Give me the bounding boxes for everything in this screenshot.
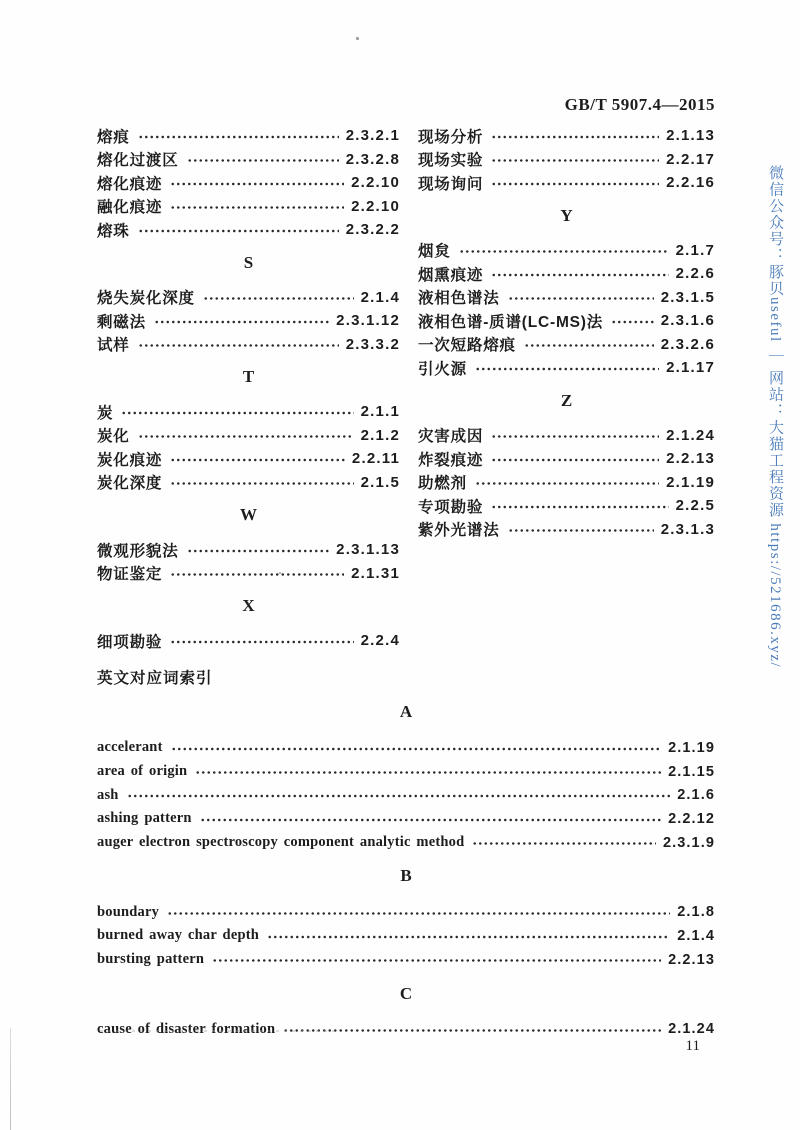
dot-leader: [187, 539, 330, 563]
dot-leader: [524, 334, 654, 358]
entry-ref: 2.1.7: [675, 241, 715, 259]
entry-label: 细项勘验: [97, 633, 163, 651]
watermark-text: 微信公众号：豚贝useful ｜ 网站：大猫工程资源 https://521686.xyz/: [767, 165, 783, 669]
index-entry: [418, 262, 715, 286]
entry-label: 现场分析: [418, 128, 484, 146]
index-entry: [97, 424, 400, 448]
entry-label: 一次短路熔痕: [418, 337, 516, 355]
dot-leader: [283, 1019, 661, 1043]
index-entry: [97, 924, 715, 948]
dot-leader: [138, 334, 339, 358]
index-entry: [97, 471, 400, 495]
index-entry: [97, 538, 400, 562]
section-letter: X: [242, 596, 255, 615]
english-index: [97, 666, 715, 1041]
scan-speck: [356, 37, 359, 40]
dot-leader: [472, 832, 656, 856]
dot-leader: [491, 172, 659, 196]
dot-leader: [171, 737, 661, 761]
entry-label: ash: [97, 786, 119, 803]
index-entry: [418, 447, 715, 471]
dot-leader: [491, 263, 668, 287]
entry-ref: 2.1.24: [668, 1021, 715, 1038]
entry-ref: 2.1.31: [351, 564, 400, 582]
entry-ref: 2.1.5: [360, 473, 400, 491]
standard-code-header: GB/T 5907.4—2015: [564, 95, 715, 114]
entry-label: 炭化深度: [97, 475, 163, 493]
section-letter: A: [399, 702, 413, 721]
chinese-index-right-column: [418, 124, 715, 653]
index-entry: [97, 171, 400, 195]
dot-leader: [170, 196, 344, 220]
entry-label: boundary: [97, 903, 160, 920]
entry-ref: 2.2.16: [666, 174, 715, 192]
entry-ref: 2.1.8: [677, 904, 715, 921]
entry-label: burned away char depth: [97, 927, 260, 944]
dot-leader: [167, 902, 670, 926]
page-number: 11: [685, 1038, 700, 1054]
index-entry: [97, 562, 400, 586]
dot-leader: [170, 172, 344, 196]
index-entry: [97, 760, 715, 784]
index-entry: [418, 333, 715, 357]
entry-label: 熔化痕迹: [97, 175, 163, 193]
entry-ref: 2.1.19: [666, 473, 715, 491]
entry-label: 剩磁法: [97, 313, 146, 331]
entry-ref: 2.2.12: [668, 810, 715, 827]
entry-label: 烟熏痕迹: [418, 266, 484, 284]
index-entry: [97, 900, 715, 924]
entry-ref: 2.2.11: [351, 450, 400, 468]
index-entry: [97, 831, 715, 855]
dot-leader: [200, 808, 661, 832]
entry-ref: 2.3.2.8: [345, 150, 400, 168]
index-entry: [97, 736, 715, 760]
entry-label: 物证鉴定: [97, 566, 163, 584]
dot-leader: [267, 925, 670, 949]
index-entry: [97, 286, 400, 310]
entry-ref: 2.1.4: [677, 927, 715, 944]
entry-ref: 2.3.1.3: [660, 520, 715, 538]
dot-leader: [491, 125, 659, 149]
entry-ref: 2.2.5: [675, 497, 715, 515]
index-entry: [418, 471, 715, 495]
dot-leader: [138, 425, 354, 449]
entry-label: 炭: [97, 404, 114, 422]
dot-leader: [491, 425, 659, 449]
entry-ref: 2.2.10: [351, 174, 400, 192]
entry-ref: 2.3.2.1: [345, 127, 400, 145]
index-entry: [97, 195, 400, 219]
entry-ref: 2.2.4: [360, 632, 400, 650]
entry-label: 紫外光谱法: [418, 522, 500, 540]
index-entry: [418, 494, 715, 518]
dot-leader: [170, 472, 353, 496]
index-entry: [97, 948, 715, 972]
entry-label: 烧失炭化深度: [97, 290, 195, 308]
entry-ref: 2.3.1.5: [660, 288, 715, 306]
index-entry: [418, 424, 715, 448]
entry-label: accelerant: [97, 739, 163, 756]
entry-label: auger electron spectroscopy component analytic method: [97, 834, 465, 851]
scan-smudge-artifact: [100, 1030, 335, 1032]
section-letter: C: [399, 983, 413, 1003]
entry-label: area of origin: [97, 763, 188, 780]
entry-ref: 2.3.1.9: [662, 834, 715, 851]
chinese-index-left-column: [97, 124, 400, 653]
entry-label: cause of disaster formation: [97, 1020, 276, 1037]
entry-ref: 2.1.1: [360, 403, 400, 421]
dot-leader: [203, 287, 354, 311]
dot-leader: [154, 310, 329, 334]
entry-label: 融化痕迹: [97, 199, 163, 217]
index-entry: [97, 629, 400, 653]
index-entry: [418, 309, 715, 333]
index-entry: [418, 356, 715, 380]
dot-leader: [127, 784, 671, 808]
entry-ref: 2.3.1.13: [336, 541, 400, 559]
index-entry: [97, 333, 400, 357]
entry-label: 液相色谱-质谱(LC-MS)法: [418, 313, 604, 331]
dot-leader: [195, 761, 661, 785]
entry-label: 炭化: [97, 428, 130, 446]
entry-ref: 2.3.3.2: [345, 335, 400, 353]
entry-label: 现场实验: [418, 152, 484, 170]
entry-ref: 2.1.13: [666, 127, 715, 145]
dot-leader: [170, 563, 344, 587]
dot-leader: [187, 149, 339, 173]
entry-label: 熔化过渡区: [97, 152, 179, 170]
index-entry: [418, 124, 715, 148]
section-letter: W: [240, 505, 257, 524]
index-entry: [97, 783, 715, 807]
entry-ref: 2.1.24: [666, 426, 715, 444]
scan-edge-artifact: [10, 1028, 11, 1130]
index-entry: [418, 239, 715, 263]
entry-label: 熔珠: [97, 222, 130, 240]
entry-ref: 2.1.19: [668, 739, 715, 756]
entry-label: 引火源: [418, 360, 467, 378]
entry-label: 试样: [97, 337, 130, 355]
entry-ref: 2.3.2.2: [345, 221, 400, 239]
scan-speck: [279, 572, 281, 574]
dot-leader: [170, 448, 345, 472]
entry-label: 现场询问: [418, 175, 484, 193]
entry-ref: 2.1.2: [360, 426, 400, 444]
dot-leader: [475, 357, 659, 381]
entry-ref: 2.2.6: [675, 265, 715, 283]
entry-label: 专项勘验: [418, 498, 484, 516]
dot-leader: [491, 495, 668, 519]
entry-label: 灾害成因: [418, 428, 484, 446]
entry-ref: 2.1.15: [668, 763, 715, 780]
section-letter: Z: [560, 390, 573, 410]
section-letter: T: [242, 367, 255, 386]
entry-label: ashing pattern: [97, 810, 192, 827]
dot-leader: [459, 240, 669, 264]
entry-ref: 2.2.13: [668, 951, 715, 968]
entry-ref: 2.1.6: [677, 787, 715, 804]
entry-ref: 2.1.17: [666, 359, 715, 377]
dot-leader: [138, 125, 339, 149]
dot-leader: [491, 448, 659, 472]
entry-label: 助燃剂: [418, 475, 467, 493]
index-entry: [97, 124, 400, 148]
entry-label: 炸裂痕迹: [418, 451, 484, 469]
index-entry: [97, 400, 400, 424]
index-entry: [97, 148, 400, 172]
index-entry: [418, 518, 715, 542]
english-index-title: 英文对应词索引: [97, 670, 213, 687]
entry-label: 液相色谱法: [418, 290, 500, 308]
index-entry: [97, 218, 400, 242]
entry-ref: 2.3.1.12: [336, 312, 400, 330]
dot-leader: [491, 149, 659, 173]
index-entry: [97, 309, 400, 333]
index-entry: [97, 807, 715, 831]
dot-leader: [212, 949, 661, 973]
dot-leader: [170, 630, 353, 654]
entry-label: bursting pattern: [97, 951, 205, 968]
entry-ref: 2.2.13: [666, 450, 715, 468]
dot-leader: [138, 219, 339, 243]
entry-label: 烟炱: [418, 243, 451, 261]
section-letter: Y: [560, 205, 573, 225]
entry-ref: 2.1.4: [360, 288, 400, 306]
section-letter: S: [243, 252, 254, 272]
entry-label: 微观形貌法: [97, 542, 179, 560]
entry-label: 熔痕: [97, 128, 130, 146]
english-index-groups: [97, 702, 715, 1041]
index-entry: [97, 447, 400, 471]
chinese-index: [97, 124, 715, 653]
entry-ref: 2.3.1.6: [660, 312, 715, 330]
entry-ref: 2.2.17: [666, 150, 715, 168]
dot-leader: [611, 310, 654, 334]
section-letter: B: [400, 866, 412, 886]
entry-label: 炭化痕迹: [97, 451, 163, 469]
dot-leader: [121, 401, 353, 425]
entry-ref: 2.3.2.6: [660, 335, 715, 353]
index-entry: [418, 286, 715, 310]
dot-leader: [508, 519, 654, 543]
dot-leader: [508, 287, 654, 311]
dot-leader: [475, 472, 659, 496]
index-entry: [418, 148, 715, 172]
index-entry: [418, 171, 715, 195]
entry-ref: 2.2.10: [351, 197, 400, 215]
